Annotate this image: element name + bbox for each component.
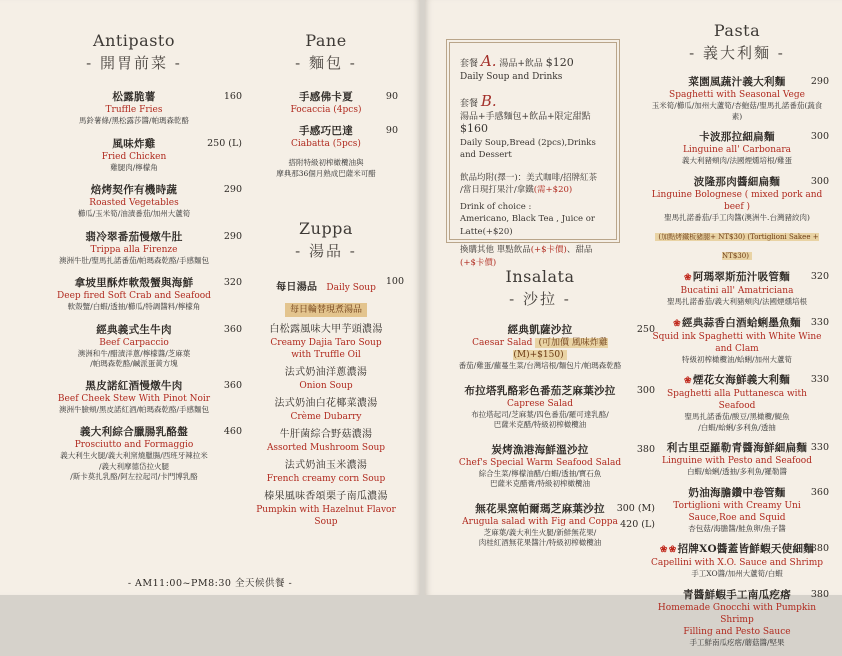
chili-icon: ❀ — [673, 318, 682, 329]
zuppa-list — [256, 323, 396, 528]
item-name-zh-row — [651, 588, 823, 602]
item-price: 250 — [636, 324, 655, 335]
item-desc: 芝麻葉/義大利生火腿/新鮮無花果/ 肉桂紅酒無花果醬汁/特級初榨橄欖油 — [478, 527, 602, 547]
item-price: 380 — [810, 543, 829, 554]
item-price: 300 — [636, 384, 655, 396]
item-price: 290 — [223, 184, 242, 195]
item-name-en: Beef Cheek Stew With Pinot Noir — [57, 393, 211, 404]
item-name-en: Homemade Gnocchi with Pumpkin Shrimp Filling and Pesto Sauce — [657, 602, 817, 637]
pane-subtitle: - 麵包 - — [295, 54, 357, 72]
drink-extra: (需+$20) — [533, 185, 573, 195]
set-a-price: $120 — [545, 56, 574, 69]
antipasto-item — [48, 425, 242, 483]
antipasto-subtitle: - 開胃前菜 - — [86, 54, 182, 72]
service-hours: - AM11:00~PM8:30 全天候供餐 - — [127, 578, 293, 589]
item-desc: 馬鈴薯條/黑松露莎醬/帕瑪森乾酪 — [78, 116, 190, 125]
chili-icon: ❀ — [668, 545, 677, 555]
item-name-zh: 煙花女海鮮義大利麵 — [692, 374, 791, 386]
daily-soup-zh: 每日湯品 — [276, 282, 318, 293]
item-name-zh: 焙烤契作有機時蔬 — [90, 184, 178, 196]
item-name-zh: 翡冷翠番茄慢燉牛肚 — [85, 230, 183, 243]
set-b-row1: 套餐 B. — [460, 92, 497, 110]
item-name-en-row — [447, 516, 633, 528]
item-name-en: Truffle Fries — [105, 105, 163, 115]
item-name-zh: 青醬鮮蝦手工南瓜疙瘩 — [683, 588, 791, 601]
item-name-en: Trippa alla Firenze — [90, 244, 178, 255]
pane-note: 搭附特級初榨橄欖油與 摩典那36個月熟成巴薩米可醋 — [276, 158, 376, 178]
item-name-zh: 奶油海膽鑽中卷管麵 — [688, 486, 786, 499]
salad-item — [447, 502, 655, 549]
pasta-item — [651, 175, 829, 263]
item-desc: 番茄/雞蛋/蘿蔓生菜/台灣培根/麵包片/帕瑪森乾酪 — [458, 361, 622, 370]
item-price: 320 — [810, 271, 829, 282]
item-name-zh: 炭烤漁港海鮮溫沙拉 — [491, 443, 589, 456]
item-price: 360 — [223, 323, 242, 335]
item-name-zh: 風味炸雞 — [112, 137, 156, 150]
soup-item — [256, 490, 396, 528]
pane-section — [262, 31, 398, 179]
set-b-en: Daily Soup,Bread (2pcs),Drinks and Dessert — [460, 137, 596, 160]
item-name-en: Arugula salad with Fig and Coppa — [462, 516, 618, 527]
insalata-subtitle: - 沙拉 - — [509, 290, 571, 308]
item-desc: 布拉塔起司/芝麻葉/四色番茄/羅可達乳酪/ 巴薩米克醋/特級初榨橄欖油 — [471, 409, 609, 429]
item-desc: 玉米筍/櫛瓜/加州大蘆筍/杏鮑菇/聖馬扎諾番茄(蔬食素) — [651, 101, 823, 121]
item-name-en: Beef Carpaccio — [99, 337, 169, 348]
item-desc: 聖馬扎諾番茄/義大利豬頰肉/法國煙燻培根 — [666, 297, 808, 306]
antipasto-title: Antipasto — [93, 31, 175, 50]
pasta-title: Pasta — [713, 21, 761, 40]
item-name-zh: 白松露風味大甲芋頭濃湯 — [269, 324, 383, 335]
daily-soup-en: Daily Soup — [326, 283, 376, 293]
pane-item — [262, 124, 398, 150]
item-name-zh-row — [651, 441, 823, 455]
swap-row: 換購其他 單點飲品(+$卡價)、甜品(+$卡價) — [460, 245, 593, 268]
item-price: 360 — [810, 486, 829, 498]
zuppa-section — [256, 219, 404, 533]
chili-icon: ❀ — [659, 545, 668, 555]
soup-item — [256, 428, 396, 454]
antipasto-item — [48, 230, 242, 267]
pane-item — [262, 90, 398, 116]
item-name-en: Pumpkin with Hazelnut Flavor Soup — [256, 505, 396, 527]
pane-list — [262, 90, 398, 150]
add-on-badge: (可加價 風味炸雞(M)+$150) — [513, 338, 608, 360]
item-desc: 特級初榨橄欖油/蛤蜊/加州大蘆筍 — [681, 354, 793, 364]
set-menu-box — [449, 42, 617, 268]
item-name-zh-row — [651, 130, 823, 144]
item-name-zh: 阿瑪翠斯茄汁吸管麵 — [692, 271, 791, 283]
daily-soup-price: 100 — [385, 276, 404, 287]
daily-soup-row — [256, 275, 404, 293]
drink-en: Drink of choice : Americano, Black Tea , Juice or Latte(+$20) — [460, 201, 595, 237]
soup-item — [256, 366, 396, 392]
item-desc: 雞腿肉/檸檬角 — [110, 162, 158, 172]
soup-item — [256, 459, 396, 485]
antipasto-item — [48, 379, 242, 416]
item-name-en: Fried Chicken — [101, 151, 167, 162]
item-price: 290 — [223, 230, 242, 242]
pasta-list — [651, 75, 829, 648]
item-name-en: Linguine Bolognese ( mixed pork and beef ) — [651, 189, 823, 212]
set-b-row2: 湯品+手感麵包+飲品+限定甜點 $160 — [460, 111, 591, 135]
item-price: 290 — [810, 76, 829, 87]
item-desc: 手工XO醬/加州大蘆筍/白蝦 — [691, 569, 783, 578]
set-b-letter: B. — [480, 92, 497, 110]
item-name-zh: 手感佛卡夏 — [299, 91, 353, 103]
item-desc: 澳洲和牛/醋漬洋蔥/檸檬醬/芝麻葉 /帕瑪森乾酪/鹹派蛋黃方塊 — [77, 348, 191, 368]
item-name-en: Crème Dubarry — [290, 412, 362, 422]
salad-item — [447, 384, 655, 431]
item-name-zh: 法式奶油白花椰菜濃湯 — [274, 398, 378, 409]
antipasto-section — [48, 31, 242, 493]
item-name-en: Ciabatta (5pcs) — [291, 139, 361, 149]
item-name-en: Prosciutto and Formaggio — [74, 440, 194, 450]
item-name-zh: 招牌XO醬蓋皆鮮蝦天使細麵 — [677, 543, 815, 555]
zuppa-title: Zuppa — [299, 219, 353, 238]
item-desc: 義大利生火腿/義大利窯燒臘腸/西班牙辣拉米 /義大利摩德岱拉火腿 /斯卡莫扎乳酪/阿左拉起司/卡門博乳酪 — [60, 451, 208, 481]
left-page — [0, 0, 420, 595]
add-on-tag-text: (加點烤鐵板豬腿+ NT$30) (Tortiglioni Sakee + NT$30) — [655, 233, 818, 260]
item-name-en: Caesar Salad — [472, 338, 533, 348]
pasta-item — [651, 486, 829, 535]
item-name-en: French creamy corn Soup — [266, 474, 386, 484]
item-name-en: Spaghetti alla Puttanesca with Seafood — [667, 389, 807, 411]
soup-item — [256, 323, 396, 361]
item-name-en-row — [447, 398, 633, 410]
item-name-en-row — [447, 457, 633, 469]
item-name-zh: 菜園風蔬汁義大利麵 — [688, 76, 786, 88]
item-name-zh: 手感巧巴達 — [299, 125, 353, 137]
item-name-zh-row — [651, 316, 823, 331]
item-price: 90 — [385, 125, 398, 136]
item-desc: 澳洲牛肚/聖馬扎諾番茄/帕瑪森乾酪/手感麵包 — [58, 255, 210, 265]
item-name-en: Bucatini all' Amatriciana — [680, 286, 794, 296]
item-desc: 義大利豬頰肉/法國煙燻培根/雞蛋 — [681, 156, 793, 165]
insalata-section — [447, 267, 655, 561]
antipasto-item — [48, 90, 242, 127]
insalata-list — [447, 323, 655, 549]
item-price: 330 — [810, 316, 829, 328]
item-name-zh-row — [651, 373, 823, 388]
item-name-zh-row — [651, 75, 823, 89]
item-desc: 手工鮮南瓜疙瘩/蘑菇醬/堅果 — [689, 637, 785, 647]
item-price: 300 — [810, 175, 829, 187]
pasta-item — [651, 75, 829, 122]
antipasto-item — [48, 276, 242, 313]
item-name-en: Linguine all' Carbonara — [682, 145, 792, 155]
item-name-zh-row — [651, 175, 823, 189]
item-desc: 軟殼蟹/白蝦/透抽/櫛瓜/特調醬料/檸檬角 — [67, 302, 201, 311]
item-desc: 杏包菇/海膽醬/鮭魚卵/魚子醬 — [688, 523, 786, 533]
item-name-zh: 利古里亞羅勒青醬海鮮細扁麵 — [666, 442, 808, 454]
pasta-item — [651, 441, 829, 478]
pasta-item — [651, 270, 829, 308]
item-desc: 櫛瓜/玉米筍/油漬番茄/加州大蘆筍 — [77, 209, 191, 218]
item-price: 320 — [223, 277, 242, 288]
item-name-zh: 波隆那肉醬細扁麵 — [693, 175, 781, 188]
set-a-letter: A. — [480, 52, 497, 70]
item-price: 380 — [810, 588, 829, 600]
antipasto-item — [48, 183, 242, 220]
soup-item — [256, 397, 396, 423]
item-name-zh: 卡波那拉細扁麵 — [699, 131, 775, 143]
add-on-tag — [651, 224, 823, 262]
item-name-zh-row — [651, 270, 823, 285]
item-name-en: Creamy Dajia Taro Soup with Truffle Oil — [270, 338, 382, 360]
pasta-section — [651, 21, 829, 656]
item-name-zh: 榛果風味香頌栗子南瓜濃湯 — [264, 491, 388, 502]
salad-item — [447, 443, 655, 490]
item-name-zh: 布拉塔乳酪彩色番茄芝麻葉沙拉 — [464, 384, 616, 397]
item-desc: 綜合生菜/檸檬油醋/白蝦/透抽/寶石魚 巴薩米克醋膏/特級初榨橄欖油 — [478, 468, 602, 488]
item-name-zh-row — [651, 542, 823, 557]
item-price: 300 — [810, 131, 829, 142]
item-name-zh: 松露脆薯 — [112, 91, 156, 103]
item-name-en: Caprese Salad — [507, 398, 573, 409]
pasta-item — [651, 373, 829, 433]
pasta-item — [651, 316, 829, 366]
antipasto-list — [48, 90, 242, 483]
drink-zh: 飲品均附(擇一)：美式咖啡/招牌紅茶 /當日現打果汁/拿鐵(需+$20) — [460, 172, 597, 195]
item-name-zh: 牛肝菌綜合野菇濃湯 — [279, 429, 373, 440]
item-price: 380 — [636, 443, 655, 455]
pasta-item — [651, 588, 829, 649]
item-name-en: Deep fired Soft Crab and Seafood — [57, 291, 211, 301]
antipasto-item — [48, 137, 242, 174]
insalata-title: Insalata — [505, 267, 575, 286]
chili-icon: ❀ — [683, 376, 692, 386]
item-name-en: Squid ink Spaghetti with White Wine and Clam — [652, 331, 822, 354]
item-name-zh: 法式奶油洋蔥濃湯 — [284, 367, 368, 378]
zuppa-subtitle: - 湯品 - — [295, 242, 357, 260]
item-price: 160 — [223, 91, 242, 102]
item-price: 300 (M) — [616, 502, 655, 514]
item-price: 330 — [810, 442, 829, 453]
item-name-zh: 拿坡里酥炸軟殼蟹與海鮮 — [74, 277, 194, 289]
item-name-en: Capellini with X.O. Sauce and Shrimp — [651, 558, 823, 568]
set-a-en: Daily Soup and Drinks — [460, 71, 563, 82]
item-price: 360 — [223, 379, 242, 391]
item-desc: 聖馬扎諾番茄/酸豆/黑橄欖/鯷魚 /白蝦/蛤蜊/多利魚/透抽 — [684, 412, 790, 432]
pane-title: Pane — [305, 31, 347, 50]
item-name-zh: 法式奶油玉米濃湯 — [284, 460, 368, 471]
item-name-en: Focaccia (4pcs) — [290, 105, 362, 115]
item-name-zh: 無花果窯帕爾瑪芝麻葉沙拉 — [475, 502, 605, 515]
item-name-zh: 經典蒜香白酒蛤蜊墨魚麵 — [682, 316, 801, 329]
item-desc: 聖馬扎諾番茄/手工肉醬(澳洲牛.台灣豬絞肉) — [664, 212, 810, 222]
item-name-zh-row — [651, 486, 823, 500]
pasta-item — [651, 542, 829, 580]
item-name-en-row — [447, 337, 633, 361]
item-desc: 白蝦/蛤蜊/透抽/多利魚/羅勒醬 — [686, 467, 788, 476]
item-name-en: Tortiglioni with Creamy Uni Sauce,Roe and Squid — [673, 500, 801, 523]
item-name-zh: 經典義式生牛肉 — [96, 323, 172, 336]
pasta-subtitle: - 義大利麵 - — [689, 44, 785, 62]
item-name-zh: 經典凱薩沙拉 — [507, 324, 573, 336]
item-price: 460 — [223, 426, 242, 437]
salad-item — [447, 323, 655, 372]
item-name-zh: 義大利綜合臘腸乳酪盤 — [80, 426, 188, 438]
item-price: 90 — [385, 91, 398, 102]
chili-icon: ❀ — [683, 273, 692, 283]
item-name-en: Linguine with Pesto and Seafood — [662, 456, 812, 466]
item-name-zh: 黑皮諾紅酒慢燉牛肉 — [85, 379, 183, 392]
antipasto-item — [48, 323, 242, 370]
item-desc: 澳洲牛臉頰/黑皮諾紅酒/帕瑪森乾酪/手感麵包 — [58, 404, 210, 414]
item-price: 250 (L) — [207, 137, 242, 149]
pasta-item — [651, 130, 829, 167]
item-name-en: Chef's Special Warm Seafood Salad — [458, 457, 622, 468]
item-price: 330 — [810, 374, 829, 385]
set-b-price: $160 — [460, 122, 488, 135]
item-name-en: Onion Soup — [299, 381, 353, 391]
item-name-en: Spaghetti with Seasonal Vege — [669, 90, 805, 100]
item-price-large: 420 (L) — [620, 518, 655, 530]
item-name-en: Assorted Mushroom Soup — [266, 443, 386, 453]
item-name-en: Roasted Vegetables — [89, 198, 179, 208]
rotation-badge: 每日輪替現煮湯品 — [285, 303, 367, 317]
right-page — [425, 0, 842, 647]
set-a-row: 套餐 A. 湯品+飲品 $120 — [460, 52, 574, 70]
